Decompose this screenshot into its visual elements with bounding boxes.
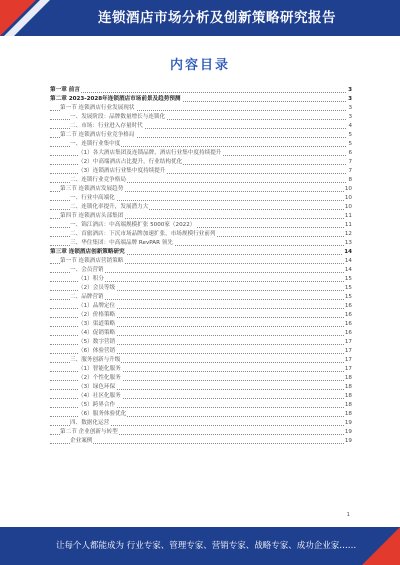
toc-entry-page: 3	[348, 114, 352, 120]
toc-entry-page: 16	[344, 330, 352, 336]
toc-entry[interactable]	[50, 203, 352, 212]
report-header-banner	[0, 0, 400, 36]
toc-entry-label: （2）中高端酒店占比提升，行业结构优化	[78, 159, 183, 165]
toc-entry-label: （2）价格策略	[78, 312, 116, 318]
toc-entry-label: 三、华住集团：中高端品牌 RevPAR 领先	[70, 240, 173, 246]
toc-entry-page: 18	[344, 393, 352, 399]
toc-entry-page: 19	[344, 438, 352, 444]
toc-entry-label: （5）跨界合作	[78, 402, 116, 408]
toc-entry-page: 13	[344, 240, 352, 246]
toc-entry[interactable]	[50, 86, 352, 95]
toc-entry-page: 17	[344, 357, 352, 363]
toc-entry[interactable]	[50, 131, 352, 140]
toc-entry-label: 一、锦江酒店：中高端规模扩张 5000家（2022）	[70, 222, 196, 228]
toc-entry-page: 16	[344, 312, 352, 318]
toc-entry-page: 5	[348, 141, 352, 147]
toc-entry[interactable]	[50, 275, 352, 284]
toc-entry-page: 14	[344, 267, 352, 273]
toc-entry-label: （3）绿色环保	[78, 384, 116, 390]
toc-entry-page: 10	[344, 204, 352, 210]
toc-entry[interactable]	[50, 311, 352, 320]
toc-entry[interactable]	[50, 419, 352, 428]
report-footer-banner	[0, 527, 400, 565]
toc-entry[interactable]	[50, 293, 352, 302]
toc-entry-label: （6）服务体验优化	[78, 411, 127, 417]
toc-entry-label: 二、连锁化率提升，发展潜力大	[70, 204, 149, 210]
toc-entry[interactable]	[50, 347, 352, 356]
footer-slogan: 让每个人都能成为 行业专家、管理专家、营销专家、战略专家、成功企业家……	[56, 541, 357, 551]
toc-entry-label: 第一章 前言	[50, 87, 80, 93]
toc-entry-page: 17	[344, 339, 352, 345]
table-of-contents	[50, 86, 352, 446]
toc-entry-page: 19	[344, 429, 352, 435]
toc-entry-label: 第四节 连锁酒店头部集团	[60, 213, 124, 219]
toc-entry[interactable]	[50, 410, 352, 419]
toc-entry-label: （3）渠道策略	[78, 321, 116, 327]
toc-entry[interactable]	[50, 365, 352, 374]
toc-entry-label: （3）连锁酒店行业集中度持续提升	[78, 168, 166, 174]
toc-entry-label: （1）品牌定位	[78, 303, 116, 309]
toc-entry-page: 12	[344, 231, 352, 237]
toc-entry-label: 二、首旅酒店：下沉市场品牌加速扩张，市场规模行业前列	[70, 231, 216, 237]
toc-entry-page: 11	[344, 222, 352, 228]
toc-entry-page: 10	[344, 186, 352, 192]
toc-entry-page: 14	[344, 258, 352, 264]
toc-entry-label: 第一节 连锁酒店营销策略	[60, 258, 124, 264]
toc-entry-label: （2）个性化服务	[78, 375, 121, 381]
toc-entry[interactable]	[50, 266, 352, 275]
toc-entry-page: 15	[344, 276, 352, 282]
toc-entry-page: 18	[344, 402, 352, 408]
toc-entry-page: 4	[348, 123, 352, 129]
toc-entry-page: 19	[344, 420, 352, 426]
toc-entry-label: 第三章 连锁酒店创新策略研究	[50, 249, 125, 255]
toc-entry[interactable]	[50, 248, 352, 257]
toc-heading: 内容目录	[169, 58, 230, 73]
toc-entry[interactable]	[50, 104, 352, 113]
toc-entry[interactable]	[50, 257, 352, 266]
toc-entry-label: 第二章 2023-2028年连锁酒店市场前景及趋势预测	[50, 96, 181, 102]
toc-entry[interactable]	[50, 122, 352, 131]
toc-entry[interactable]	[50, 230, 352, 239]
toc-entry[interactable]	[50, 140, 352, 149]
toc-entry-page: 18	[344, 384, 352, 390]
toc-entry[interactable]	[50, 428, 352, 437]
toc-entry[interactable]	[50, 176, 352, 185]
toc-entry-page: 8	[348, 177, 352, 183]
toc-entry-label: 第二节 连锁酒店行业竞争格局	[60, 132, 135, 138]
toc-entry-label: （2）会员等级	[78, 285, 116, 291]
toc-entry-page: 15	[344, 294, 352, 300]
toc-entry-page: 3	[348, 96, 352, 102]
toc-entry-label: 第三节 连锁酒店发展趋势	[60, 186, 124, 192]
toc-entry[interactable]	[50, 356, 352, 365]
toc-leader-dots	[50, 86, 346, 93]
toc-entry-page: 3	[348, 87, 352, 93]
toc-entry[interactable]	[50, 239, 352, 248]
toc-entry-page: 18	[344, 411, 352, 417]
toc-entry-label: 第一节 连锁酒店行业发展现状	[60, 105, 135, 111]
toc-entry-label: （4）促销策略	[78, 330, 116, 336]
toc-entry[interactable]	[50, 194, 352, 203]
toc-entry-page: 5	[348, 132, 352, 138]
toc-entry[interactable]	[50, 284, 352, 293]
toc-entry-label: 企业案例	[70, 438, 93, 444]
toc-entry[interactable]	[50, 167, 352, 176]
toc-entry[interactable]	[50, 401, 352, 410]
toc-entry[interactable]	[50, 338, 352, 347]
toc-entry[interactable]	[50, 185, 352, 194]
toc-entry-label: （1）积分	[78, 276, 104, 282]
toc-entry[interactable]	[50, 113, 352, 122]
toc-entry-page: 16	[344, 303, 352, 309]
toc-entry-label: 一、发展阶段：品牌数量增长与连锁化	[70, 114, 166, 120]
toc-entry[interactable]	[50, 383, 352, 392]
toc-entry-page: 15	[344, 285, 352, 291]
toc-entry[interactable]	[50, 320, 352, 329]
toc-entry-page: 7	[348, 159, 352, 165]
toc-entry-label: 四、数据化运营	[70, 420, 110, 426]
toc-entry[interactable]	[50, 392, 352, 401]
toc-entry-label: 一、会员营销	[70, 267, 104, 273]
toc-entry-label: （1）各大酒店集团及连锁品牌，酒店行业集中度持续提升	[78, 150, 222, 156]
report-title: 连锁酒店市场分析及创新策略研究报告	[98, 10, 336, 26]
toc-entry-label: 二、品牌营销	[70, 294, 104, 300]
toc-entry-label: （4）社区化服务	[78, 393, 121, 399]
toc-entry-label: （5）数字营销	[78, 339, 116, 345]
toc-entry-label: 二、市场：行业进入存量时代	[70, 123, 143, 129]
toc-entry-label: （1）智能化服务	[78, 366, 121, 372]
toc-entry-page: 18	[344, 375, 352, 381]
toc-leader-dots	[50, 437, 346, 444]
page-number: 1	[346, 512, 350, 518]
toc-entry-page: 7	[348, 168, 352, 174]
toc-entry-label: 一、连锁行业集中度	[70, 141, 121, 147]
toc-entry-label: 二、连锁行业竞争格局	[70, 177, 126, 183]
toc-entry[interactable]	[50, 158, 352, 167]
toc-entry-page: 3	[348, 105, 352, 111]
toc-entry-page: 6	[348, 150, 352, 156]
toc-entry-page: 16	[344, 321, 352, 327]
toc-entry[interactable]	[50, 302, 352, 311]
toc-entry-label: 三、服务创新与升级	[70, 357, 121, 363]
toc-entry-page: 17	[344, 366, 352, 372]
toc-entry[interactable]	[50, 437, 352, 446]
footer-red-accent	[362, 527, 400, 565]
toc-entry-label: （6）体验营销	[78, 348, 116, 354]
toc-entry-page: 11	[344, 213, 352, 219]
toc-entry-page: 17	[344, 348, 352, 354]
toc-entry-page: 10	[344, 195, 352, 201]
toc-entry[interactable]	[50, 221, 352, 230]
toc-entry-label: 第二节 企业创新与转型	[60, 429, 118, 435]
toc-entry[interactable]	[50, 374, 352, 383]
toc-entry[interactable]	[50, 95, 352, 104]
toc-entry[interactable]	[50, 149, 352, 158]
toc-entry[interactable]	[50, 329, 352, 338]
toc-entry[interactable]	[50, 212, 352, 221]
toc-entry-page: 14	[344, 249, 352, 255]
toc-entry-label: 一、行业中高端化	[70, 195, 115, 201]
